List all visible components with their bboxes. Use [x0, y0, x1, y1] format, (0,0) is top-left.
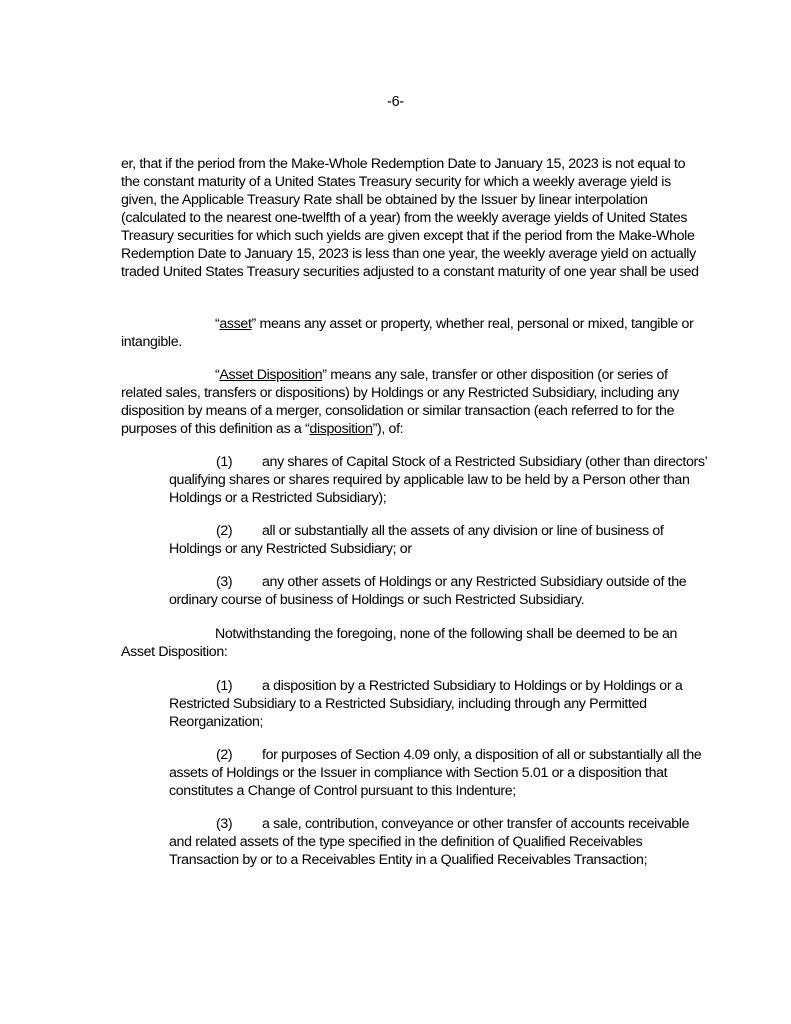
- paragraph-notwithstanding: Notwithstanding the foregoing, none of the following shall be deemed to be an Asset Disposition:: [121, 626, 678, 660]
- list-item-number: (3): [216, 816, 233, 832]
- definition-text: ” means any asset or property, whether real, personal or mixed, tangible or intangible.: [121, 316, 694, 350]
- list-item-number: (2): [216, 747, 233, 763]
- definition-text: ” means any sale, transfer or other disposition (or series of related sales, transfers or dispositions) by Holdings or any Restricted Subsidiary, including any disposition by means of a merger, consolidation or similar transaction (each referred to for the purposes of this definition as a “: [121, 367, 680, 437]
- list-item-text: any shares of Capital Stock of a Restricted Subsidiary (other than directors’ qualifying shares or shares required by applicable law to be held by a Person other than Holdings or a Restricted Subsidiary);: [169, 454, 707, 506]
- definition-text-end: ”), of:: [372, 421, 404, 437]
- open-quote: “: [215, 367, 220, 383]
- list-item-number: (1): [216, 678, 233, 694]
- list-item: [169, 746, 714, 800]
- defined-term-asset-disposition: Asset Disposition: [219, 367, 323, 383]
- list-item-text: a sale, contribution, conveyance or other transfer of accounts receivable and related assets of the type specified in the definition of Qualified Receivables Transaction by or to a Receivables Entity in a Qualified Receivables Transaction;: [169, 816, 690, 868]
- list-item: [169, 677, 714, 731]
- defined-term-disposition: disposition: [309, 421, 373, 437]
- list-item-number: (1): [216, 454, 233, 470]
- list-item: [169, 573, 714, 609]
- list-item: [169, 815, 714, 869]
- definition-asset-disposition: [121, 366, 706, 438]
- paragraph-treasury-rate: er, that if the period from the Make-Whole Redemption Date to January 15, 2023 is not equal to the constant maturity of a United States Treasury security for which a weekly average yield is given, the Applicable Treasury Rate shall be obtained by the Issuer by linear interpolation (calculated to the nearest one-twelfth of a year) from the weekly average yields of United States Treasury securities for which such yields are given except that if the period from the Make-Whole Redemption Date to January 15, 2023 is less than one year, the weekly average yield on actually traded United States Treasury securities adjusted to a constant maturity of one year shall be used: [121, 156, 699, 280]
- list-item-text: a disposition by a Restricted Subsidiary to Holdings or by Holdings or a Restricted Subsidiary to a Restricted Subsidiary, including through any Permitted Reorganization;: [169, 678, 683, 730]
- list-item-number: (3): [216, 574, 233, 590]
- list-item-text: all or substantially all the assets of any division or line of business of Holdings or any Restricted Subsidiary; or: [169, 523, 664, 557]
- list-item-text: for purposes of Section 4.09 only, a disposition of all or substantially all the assets of Holdings or the Issuer in compliance with Section 5.01 or a disposition that constitutes a Change of Control pursuant to this Indenture;: [169, 747, 702, 799]
- defined-term-asset: asset: [219, 316, 252, 332]
- definition-asset: [121, 315, 706, 351]
- list-item: [169, 522, 714, 558]
- list-item-text: any other assets of Holdings or any Restricted Subsidiary outside of the ordinary course of business of Holdings or such Restricted Subsidiary.: [169, 574, 687, 608]
- list-item-number: (2): [216, 523, 233, 539]
- list-item: [169, 453, 714, 507]
- page-number: -6-: [386, 94, 405, 110]
- open-quote: “: [215, 316, 220, 332]
